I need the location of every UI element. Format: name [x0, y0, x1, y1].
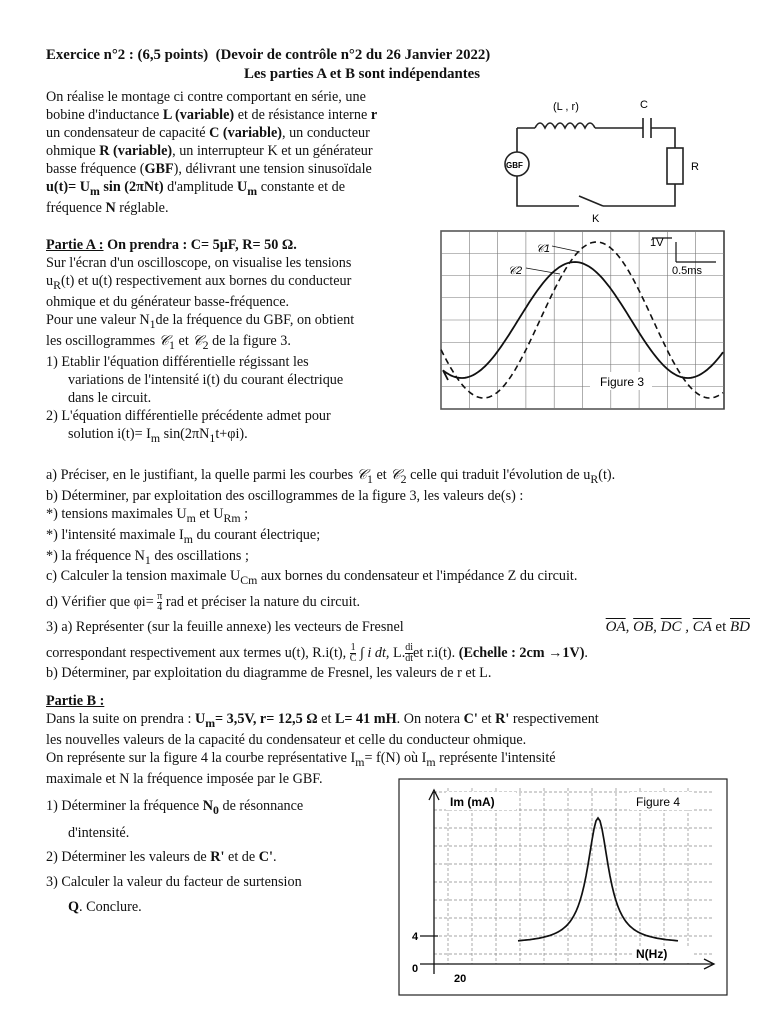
- question-2a: a) Préciser, en le justifiant, la quelle parmi les courbes 𝒞$_1$ et 𝒞$_2$ celle qui traduit l'évolution de $u_R(t)$.: [46, 467, 616, 486]
- part-a-block: [46, 236, 426, 446]
- intro-line: ohmique R (variable), un interrupteur K et un générateur: [46, 143, 373, 160]
- text-line: On représente sur la figure 4 la courbe représentative $I_m= f(N)$ où $I_m$ représente l'intensité: [46, 749, 556, 769]
- coil-symbol: [535, 123, 595, 128]
- x-axis-label: N(Hz): [636, 947, 668, 961]
- coil-label: (L , r): [553, 101, 579, 113]
- vector-bd: $\overline{BD}$: [730, 619, 750, 635]
- vector-oa: $\overline{OA}$: [605, 619, 626, 635]
- question-b3: 3) Calculer la valeur du facteur de surtension: [46, 874, 302, 891]
- resistor-symbol: [667, 148, 683, 184]
- question-1: 1) Etablir l'équation différentielle régissant les: [46, 353, 309, 370]
- y-tick-4: 4: [412, 931, 419, 943]
- y-axis-label: Im (mA): [450, 795, 495, 809]
- question-2: 2) L'équation différentielle précédente admet pour: [46, 407, 331, 424]
- question-b1: 1) Déterminer la fréquence $N_0$ de résonnance: [46, 798, 304, 817]
- text-line: $u_R(t)$ et u(t) respectivement aux bornes du conducteur: [46, 273, 352, 292]
- vector-ob: $\overline{OB}$: [633, 619, 654, 635]
- text-line: les oscillogrammes 𝒞$_1$ et 𝒞$_2$ de la figure 3.: [46, 332, 291, 352]
- x-tick-20: 20: [454, 973, 467, 985]
- question-2c: c) Calculer la tension maximale $U_{Cm}$ aux bornes du condensateur et l'impédance Z du circuit.: [46, 568, 578, 588]
- part-a-questions: [46, 466, 746, 613]
- time-scale: 0.5ms: [672, 265, 702, 277]
- text-line: Dans la suite on prendra : $U_m= 3,5V$, r= 12,5 Ω et L= 41 mH. On notera C' et R' respectivement: [46, 711, 599, 730]
- figure-3-label: Figure 3: [600, 375, 645, 389]
- question-3: [46, 618, 750, 682]
- text-line: Pour une valeur $N_1de$ la fréquence du GBF, on obtient: [46, 311, 355, 331]
- sub-item: *) l'intensité maximale $I_m$ du courant électrique;: [46, 526, 321, 546]
- vector-ca: $\overline{CA}$: [692, 619, 712, 635]
- origin-label: 0: [412, 963, 419, 975]
- resistor-label: R: [691, 161, 699, 173]
- question-2d: d) Vérifier que φi= $\frac{\pi}{4}$ rad et préciser la nature du circuit.: [46, 591, 361, 614]
- exercise-subtitle: Les parties A et B sont indépendantes: [244, 66, 480, 82]
- label-c1: 𝒞1: [536, 243, 551, 255]
- text-line: d'intensité.: [68, 824, 130, 841]
- intro-line: bobine d'inductance L (variable) et de résistance interne r: [46, 107, 378, 124]
- text-line: les nouvelles valeurs de la capacité du condensateur et celle du conducteur ohmique.: [46, 731, 527, 748]
- label-c2: 𝒞2: [508, 265, 523, 277]
- intro-line: On réalise le montage ci contre comportant en série, une: [46, 89, 366, 105]
- question-3a: 3) a) Représenter (sur la feuille annexe) les vecteurs de Fresnel $\overline{OA}$, $\overline{OB}$, $\overline{DC}$ , $\overline{CA}$ et $\overline{BD}$: [46, 619, 750, 635]
- part-b-block: [46, 692, 750, 788]
- intro-line: un condensateur de capacité C (variable), un conducteur: [46, 125, 370, 142]
- text-line: ohmique et du générateur basse-fréquence.: [46, 293, 290, 310]
- intro-line: $u(t)= U_m$ sin (2πNt) d'amplitude $U_m$ constante et de: [46, 179, 345, 198]
- part-b-heading: Partie B :: [46, 693, 105, 709]
- title-date: (Devoir de contrôle n°2 du 26 Janvier 2022): [215, 47, 491, 63]
- part-a-heading: Partie A : On prendra : C= 5μF, R= 50 Ω.: [46, 237, 297, 253]
- gbf-label: GBF: [506, 161, 523, 170]
- switch-label: K: [592, 213, 600, 225]
- circuit-diagram: [495, 92, 735, 232]
- vector-dc: $\overline{DC}$: [660, 619, 682, 635]
- text-line: dans le circuit.: [68, 389, 152, 406]
- question-b2: 2) Déterminer les valeurs de R' et de C'.: [46, 849, 277, 866]
- exercise-title: [46, 46, 746, 65]
- intro-paragraph: [46, 88, 474, 217]
- figure-3-oscillogram: [440, 230, 725, 410]
- figure-4-resonance: [398, 778, 728, 996]
- text-line: variations de l'intensité i(t) du courant électrique: [68, 371, 344, 388]
- part-b-questions: [46, 794, 376, 920]
- capacitor-symbol: [643, 118, 651, 138]
- figure-4-label: Figure 4: [636, 795, 681, 809]
- text-line: maximale et N la fréquence imposée par le GBF.: [46, 770, 323, 787]
- question-3a-cont: correspondant respectivement aux termes u(t), R.i(t), $\frac{1}{C}$ ∫ i dt, L. $\frac{di}{dt}$ et r.i(t). (Echelle : 2cm →1V).: [46, 642, 588, 665]
- intro-line: fréquence N réglable.: [46, 200, 169, 216]
- sub-item: *) tensions maximales $U_m$ et $U_{Rm}$ ;: [46, 505, 249, 525]
- question-2b: b) Déterminer, par exploitation des oscillogrammes de la figure 3, les valeurs de(s) :: [46, 487, 524, 504]
- text-line: Q. Conclure.: [68, 899, 142, 916]
- intro-line: basse fréquence (GBF), délivrant une tension sinusoïdale: [46, 161, 372, 178]
- text-line: Sur l'écran d'un oscilloscope, on visualise les tensions: [46, 255, 352, 272]
- text-line: solution $i(t)= I_m$ $\sin(2\pi N_1t+\varphi i)$.: [68, 425, 248, 445]
- switch-symbol: [579, 196, 603, 206]
- question-3b: b) Déterminer, par exploitation du diagramme de Fresnel, les valeurs de r et L.: [46, 665, 492, 682]
- title-points: Exercice n°2 : (6,5 points): [46, 47, 209, 63]
- voltage-scale: 1V: [650, 237, 664, 249]
- sub-item: *) la fréquence $N_1$ des oscillations ;: [46, 547, 249, 567]
- capacitor-label: C: [640, 99, 648, 111]
